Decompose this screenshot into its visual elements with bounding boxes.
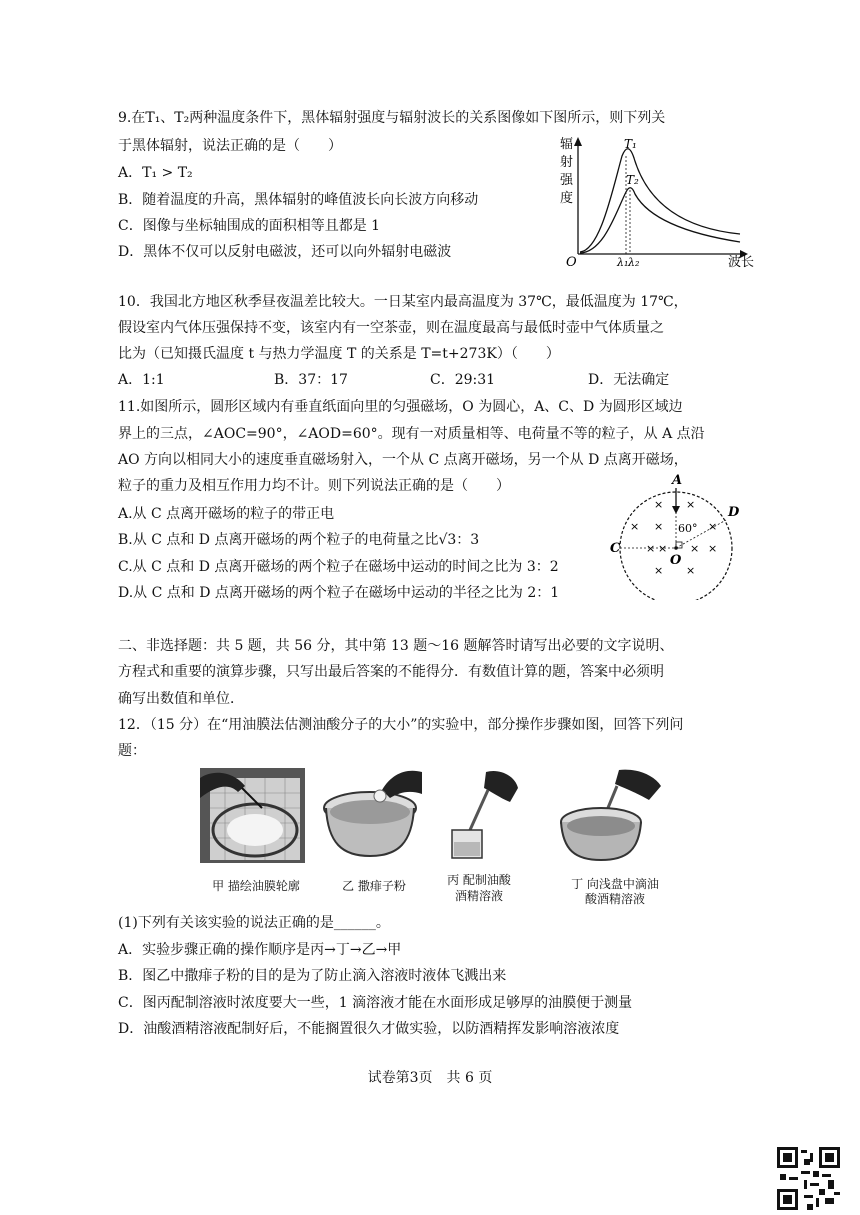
field-mark: × xyxy=(708,520,718,533)
q12-option-a: A．实验步骤正确的操作顺序是丙→丁→乙→甲 xyxy=(118,942,402,958)
photo-dropping-solution xyxy=(557,768,667,863)
q11-stem-line3: AO 方向以相同大小的速度垂直磁场射入，一个从 C 点离开磁场，另一个从 D 点离开磁场， xyxy=(118,452,688,468)
caption-bing-line1: 丙 配制油酸 xyxy=(447,873,511,887)
q11-stem-line1: 11.如图所示，圆形区域内有垂直纸面向里的匀强磁场，O 为圆心，A、C、D 为圆形区域边 xyxy=(118,399,683,415)
field-mark: × xyxy=(686,498,696,511)
graph-lambda2: λ₂ xyxy=(628,256,640,269)
section2-line1: 二、非选择题：共 5 题，共 56 分，其中第 13 题～16 题解答时请写出必要的文字说明、 xyxy=(118,638,674,654)
photo-preparing-solution xyxy=(440,768,520,863)
q10-option-c: C．29:31 xyxy=(430,372,496,388)
point-a: A xyxy=(672,473,683,488)
q10-option-b: B．37：17 xyxy=(274,372,348,388)
photo-sprinkling-powder xyxy=(322,768,422,863)
q11-option-c: C.从 C 点和 D 点离开磁场的两个粒子在磁场中运动的时间之比为 3：2 xyxy=(118,559,559,575)
point-c: C xyxy=(610,541,621,556)
q12-option-c: C．图丙配制溶液时浓度要大一些，1 滴溶液才能在水面形成足够厚的油膜便于测量 xyxy=(118,995,633,1011)
point-d: D xyxy=(728,505,740,520)
section2-line3: 确写出数值和单位． xyxy=(118,691,244,707)
point-o: O xyxy=(670,553,682,568)
field-mark: × xyxy=(654,520,664,533)
caption-ding-line2: 酸酒精溶液 xyxy=(584,892,645,906)
graph-ylabel-3: 强 xyxy=(560,173,574,188)
caption-ding-line1: 丁 向浅盘中滴油 xyxy=(571,877,659,891)
q9-stem-line1: 9.在T₁、T₂两种温度条件下，黑体辐射强度与辐射波长的关系图像如下图所示，则下列关 xyxy=(118,110,666,126)
field-mark: × xyxy=(686,564,696,577)
q9-stem-line2: 于黑体辐射，说法正确的是（ ） xyxy=(118,138,342,154)
field-mark: × xyxy=(690,542,700,555)
field-mark: × xyxy=(654,564,664,577)
q10-stem-line3: 比为（已知摄氏温度 t 与热力学温度 T 的关系是 T=t+273K）（ ） xyxy=(118,346,560,362)
field-mark: × xyxy=(630,520,640,533)
q10-stem-line1: 10．我国北方地区秋季昼夜温差比较大。一日某室内最高温度为 37℃，最低温度为 17℃， xyxy=(118,294,688,310)
q12-stem-line1: 12．（15 分）在“用油膜法估测油酸分子的大小”的实验中，部分操作步骤如图，回答下列问 xyxy=(118,717,684,733)
q12-option-b: B．图乙中撒痱子粉的目的是为了防止滴入溶液时液体飞溅出来 xyxy=(118,968,507,984)
graph-curve1-label: T₁ xyxy=(624,137,637,151)
q9-option-b: B．随着温度的升高，黑体辐射的峰值波长向长波方向移动 xyxy=(118,192,479,208)
caption-yi: 乙 撒痱子粉 xyxy=(342,879,406,893)
q10-stem-line2: 假设室内气体压强保持不变，该室内有一空茶壶，则在温度最高与最低时壶中气体质量之 xyxy=(118,320,664,336)
photo-tracing-oil-film xyxy=(200,768,305,863)
q11-option-d: D.从 C 点和 D 点离开磁场的两个粒子在磁场中运动的半径之比为 2：1 xyxy=(118,585,560,601)
q12-subquestion-1: (1)下列有关该实验的说法正确的是______。 xyxy=(118,915,390,931)
graph-ylabel-1: 辐 xyxy=(560,137,574,152)
blackbody-radiation-graph xyxy=(560,132,760,270)
q9-option-c: C．图像与坐标轴围成的面积相等且都是 1 xyxy=(118,218,381,234)
page-footer: 试卷第3页 共 6 页 xyxy=(367,1070,493,1086)
q10-option-d: D．无法确定 xyxy=(588,372,670,388)
graph-ylabel-4: 度 xyxy=(560,191,574,206)
graph-lambda1: λ₁ xyxy=(617,256,629,269)
graph-curve2-label: T₂ xyxy=(626,173,639,187)
field-mark: × xyxy=(708,542,718,555)
q12-stem-line2: 题： xyxy=(118,743,146,759)
caption-jia: 甲 描绘油膜轮廓 xyxy=(212,879,300,893)
q11-stem-line4: 粒子的重力及相互作用力均不计。则下列说法正确的是（ ） xyxy=(118,478,510,494)
section2-line2: 方程式和重要的演算步骤，只写出最后答案的不能得分．有数值计算的题，答案中必须明 xyxy=(118,664,664,680)
field-mark: × xyxy=(654,498,664,511)
graph-origin: O xyxy=(566,255,577,270)
angle-label: 60° xyxy=(678,522,698,535)
q11-option-b: B.从 C 点和 D 点离开磁场的两个粒子的电荷量之比√3：3 xyxy=(118,532,480,548)
field-mark: × xyxy=(658,542,668,555)
field-mark: × xyxy=(646,542,656,555)
q11-option-a: A.从 C 点离开磁场的粒子的带正电 xyxy=(118,506,335,522)
q9-option-a: A．T₁ > T₂ xyxy=(118,165,193,181)
q11-stem-line2: 界上的三点，∠AOC=90°，∠AOD=60°。现有一对质量相等、电荷量不等的粒子，从 A 点沿 xyxy=(118,426,705,442)
magnetic-field-circle-figure xyxy=(610,470,745,600)
qr-code-icon xyxy=(777,1147,840,1210)
graph-xlabel: 波长 xyxy=(728,255,755,270)
graph-ylabel-2: 射 xyxy=(560,155,574,170)
q12-option-d: D．油酸酒精溶液配制好后，不能搁置很久才做实验，以防酒精挥发影响溶液浓度 xyxy=(118,1021,620,1037)
q9-option-d: D．黑体不仅可以反射电磁波，还可以向外辐射电磁波 xyxy=(118,244,452,260)
q10-option-a: A．1:1 xyxy=(118,372,165,388)
caption-bing-line2: 酒精溶液 xyxy=(454,889,503,903)
